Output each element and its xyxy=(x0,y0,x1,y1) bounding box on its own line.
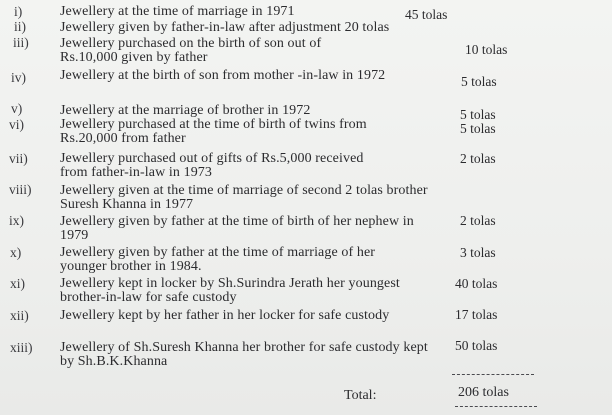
total-rule-bottom xyxy=(455,406,537,407)
item-text: Jewellery given by father at the time of marriage of her younger brother in 1984. xyxy=(60,245,376,274)
item-text: Jewellery given by father-in-law after adjustment 20 tolas xyxy=(60,20,390,35)
item-number: xiii) xyxy=(10,340,33,355)
item-text: Jewellery purchased on the birth of son out of Rs.10,000 given by father xyxy=(60,36,322,65)
item-text: Jewellery at the time of marriage in 1971 xyxy=(60,4,295,19)
item-text: Jewellery given at the time of marriage of second 2 tolas brother Suresh Khanna in 1977 xyxy=(60,183,428,212)
item-text: Jewellery purchased at the time of birth of twins from Rs.20,000 from father xyxy=(60,117,367,146)
item-amount: 17 tolas xyxy=(455,307,498,322)
item-number: xi) xyxy=(10,276,25,291)
item-amount: 10 tolas xyxy=(465,42,508,57)
item-text: Jewellery at the marriage of brother in 1972 xyxy=(60,103,311,118)
item-text: Jewellery kept by her father in her locker for safe custody xyxy=(60,308,390,323)
item-amount: 50 tolas xyxy=(455,338,498,353)
item-number: x) xyxy=(10,245,22,260)
item-text: Jewellery given by father at the time of birth of her nephew in 1979 xyxy=(60,214,414,243)
item-number: xii) xyxy=(10,308,29,323)
total-rule-top xyxy=(452,374,534,375)
total-label: Total: xyxy=(344,388,377,403)
total-value: 206 tolas xyxy=(458,385,509,400)
item-amount: 45 tolas xyxy=(405,7,448,22)
item-text: Jewellery purchased out of gifts of Rs.5,000 received from father-in-law in 1973 xyxy=(60,151,364,180)
item-number: ix) xyxy=(9,213,24,228)
item-text: Jewellery kept in locker by Sh.Surindra Jerath her youngest brother-in-law for safe custody xyxy=(60,276,400,305)
item-amount: 2 tolas xyxy=(460,151,496,166)
item-number: vi) xyxy=(9,117,24,132)
item-number: i) xyxy=(14,4,23,19)
item-text: Jewellery at the birth of son from mother -in-law in 1972 xyxy=(60,68,386,83)
item-number: ii) xyxy=(14,19,26,34)
item-amount: 5 tolas xyxy=(461,74,497,89)
item-amount: 3 tolas xyxy=(460,245,496,260)
item-number: v) xyxy=(11,101,23,116)
item-number: vii) xyxy=(9,151,28,166)
item-amount: 5 tolas xyxy=(460,121,496,136)
item-number: iv) xyxy=(11,70,26,85)
item-number: iii) xyxy=(13,35,29,50)
item-number: viii) xyxy=(9,182,32,197)
item-amount: 2 tolas xyxy=(460,213,496,228)
item-amount: 5 tolas xyxy=(460,107,496,122)
item-text: Jewellery of Sh.Suresh Khanna her brother for safe custody kept by Sh.B.K.Khanna xyxy=(60,340,428,369)
item-amount: 40 tolas xyxy=(455,276,498,291)
